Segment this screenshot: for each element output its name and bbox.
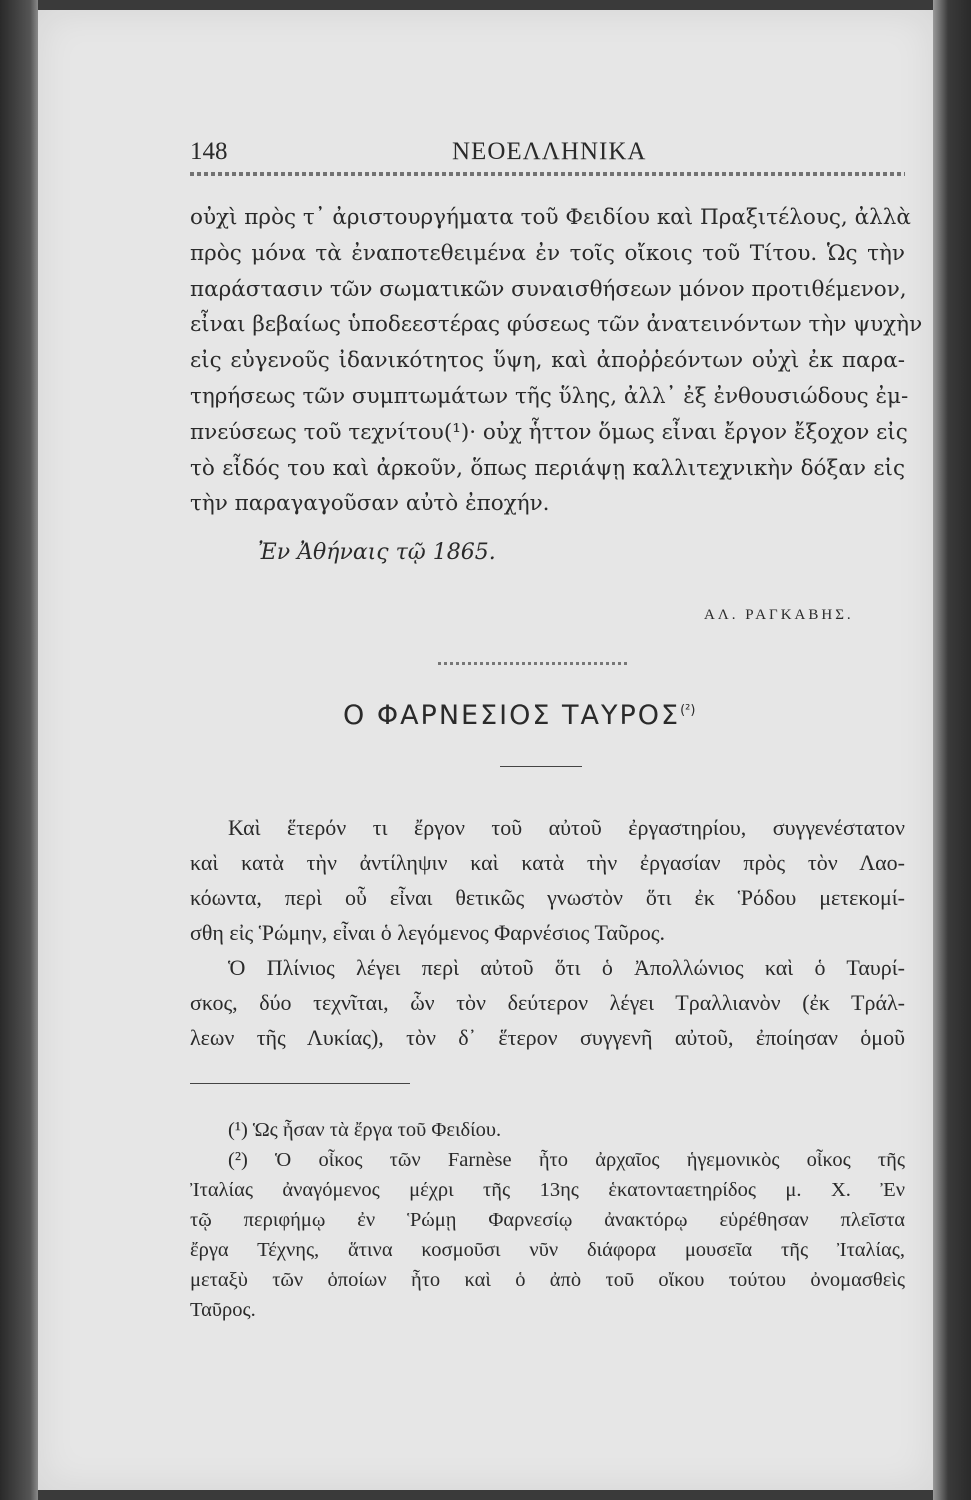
text-line: Ὁ Πλίνιος λέγει περὶ αὐτοῦ ὅτι ὁ Ἀπολλώνιος καὶ ὁ Ταυρί- (228, 955, 905, 980)
footnote-2-line: Ἰταλίας ἀναγόμενος μέχρι τῆς 13ης ἑκατονταετηρίδος μ. Χ. Ἐν (190, 1179, 905, 1201)
dateline: Ἐν Ἀθήναις τῷ 1865. (258, 540, 496, 565)
page-number: 148 (190, 138, 228, 165)
footnote-rule (190, 1083, 410, 1084)
article-title (343, 700, 695, 731)
page-header (190, 138, 905, 170)
article-title-text: Ο ΦΑΡΝΕΣΙΟΣ ΤΑΥΡΟΣ (343, 700, 681, 731)
footnote-2-line: μεταξὺ τῶν ὁποίων ἦτο καὶ ὁ ἀπὸ τοῦ οἴκου τούτου ὀνομασθεὶς (190, 1269, 905, 1291)
section-separator (438, 662, 628, 665)
header-rule (190, 172, 905, 176)
article-body (190, 810, 905, 1055)
text-line: κόωντα, περὶ οὗ εἶναι θετικῶς γνωστὸν ὅτι ἐκ Ῥόδου μετεκομί- (190, 885, 905, 910)
footnote-2-line: ἔργα Τέχνης, ἅτινα κοσμοῦσι νῦν διάφορα μουσεῖα τῆς Ἰταλίας, (190, 1239, 905, 1261)
text-line: σκος, δύο τεχνῖται, ὧν τὸν δεύτερον λέγει Τραλλιανὸν (ἐκ Τράλ- (190, 990, 905, 1015)
scan-left-edge (0, 0, 38, 1500)
scan-binding-edge (933, 0, 971, 1500)
text-line: Καὶ ἕτερόν τι ἔργον τοῦ αὐτοῦ ἐργαστηρίου, συγγενέστατον (228, 815, 905, 840)
text-line: πρὸς μόνα τὰ ἐναποτεθειμένα ἐν τοῖς οἴκοις τοῦ Τίτου. Ὡς τὴν (190, 240, 905, 266)
text-line: εἰς εὐγενοῦς ἰδανικότητος ὕψη, καὶ ἀποῤῥεόντων οὐχὶ ἐκ παρα- (190, 348, 905, 374)
text-line: παράστασιν τῶν σωματικῶν συναισθήσεων μόνον προτιθέμενον, (190, 276, 907, 302)
text-line: τηρήσεως τῶν συμπτωμάτων τῆς ὕλης, ἀλλ᾽ ἐξ ἐνθουσιώδους ἐμ- (190, 383, 909, 409)
footnote-2-line: τῷ περιφήμῳ ἐν Ῥώμῃ Φαρνεσίῳ ἀνακτόρῳ εὑρέθησαν πλεῖστα (190, 1209, 905, 1231)
text-line: τὸ εἶδός του καὶ ἀρκοῦν, ὅπως περιάψῃ καλλιτεχνικὴν δόξαν εἰς (190, 455, 905, 481)
text-line: εἶναι βεβαίως ὑποδεεστέρας φύσεως τῶν ἀνατεινόντων τὴν ψυχὴν (190, 312, 923, 338)
text-line: οὐχὶ πρὸς τ᾽ ἀριστουργήματα τοῦ Φειδίου καὶ Πραξιτέλους, ἀλλὰ (190, 205, 911, 230)
footnote-2-line: (²) Ὁ οἶκος τῶν Farnèse ἦτο ἀρχαῖος ἡγεμονικὸς οἶκος τῆς (228, 1149, 905, 1171)
title-rule (500, 766, 582, 767)
text-line: λεων τῆς Λυκίας), τὸν δ᾽ ἕτερον συγγενῆ αὐτοῦ, ἐποίησαν ὁμοῦ (190, 1025, 905, 1050)
text-line: σθη εἰς Ῥώμην, εἶναι ὁ λεγόμενος Φαρνέσιος Ταῦρος. (190, 920, 666, 945)
continued-text (190, 200, 923, 522)
author-signature: ΑΛ. ΡΑΓΚΑΒΗΣ. (704, 607, 854, 623)
footnotes (190, 1115, 905, 1325)
text-line: τὴν παραγαγοῦσαν αὐτὸ ἐποχήν. (190, 491, 550, 517)
title-footnote-ref: (²) (680, 703, 696, 718)
running-title: ΝΕΟΕΛΛΗΝΙΚΑ (452, 138, 647, 165)
footnote-1: (¹) Ὡς ἦσαν τὰ ἔργα τοῦ Φειδίου. (228, 1119, 502, 1141)
footnote-2-line: Ταῦρος. (190, 1299, 256, 1321)
text-line: πνεύσεως τοῦ τεχνίτου(¹)· οὐχ ἧττον ὅμως εἶναι ἔργον ἔξοχον εἰς (190, 419, 908, 445)
text-line: καὶ κατὰ τὴν ἀντίληψιν καὶ κατὰ τὴν ἐργασίαν πρὸς τὸν Λαο- (190, 850, 905, 875)
